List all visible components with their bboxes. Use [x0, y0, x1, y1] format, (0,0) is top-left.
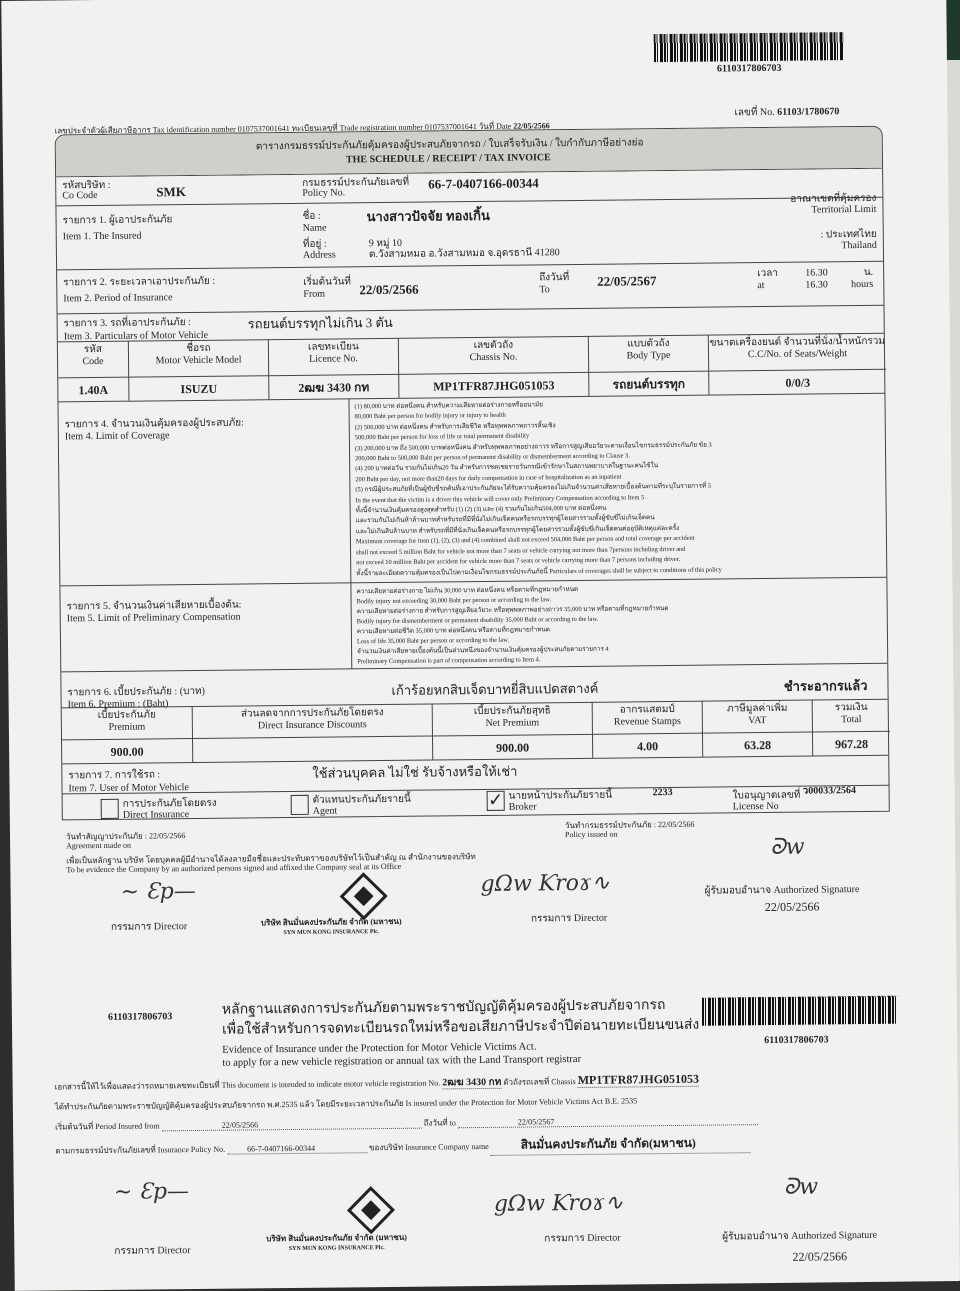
direct-label	[123, 798, 217, 821]
text-line: Bodily injury for dismemberment or permanent disability 35,000 Baht or according to the law.	[356, 615, 599, 626]
agent-en: Agent	[312, 805, 338, 817]
table-header-cell	[432, 702, 592, 736]
item1-th: รายการ 1. ผู้เอาประกันภัย	[62, 214, 173, 227]
country-en: Thailand	[841, 239, 877, 252]
table-header-cell	[708, 333, 886, 371]
table-value-cell: 967.28	[812, 731, 890, 756]
header-en: Net Premium	[485, 717, 540, 729]
chassis-number: MP1TFR87JHG051053	[577, 1071, 700, 1088]
item3-th: รายการ 3. รถที่เอาประกันภัย :	[63, 317, 191, 330]
director-signature: ~ Ɛp—	[120, 878, 196, 905]
text-line: (4) 200 บาทต่อวัน รวมกันไม่เกิน20 วัน สำหรับการชดเชยรายวันกรณีเข้ารักษาในสถานพยาบาลในฐานะคนไข้ใน	[355, 462, 659, 473]
text-line: จำนวนเงินค่าเสียหายเบื้องต้นนี้เป็นส่วนหนึ่งของจำนวนเงินคุ้มครองผู้ประสบภัยตามรายการ 4	[357, 645, 609, 656]
table-value-cell: 1.40A	[58, 377, 128, 402]
header-th: ภาษีมูลค่าเพิ่ม	[726, 702, 788, 715]
item3-en: Item 3. Particulars of Motor Vehicle	[63, 329, 209, 343]
preliminary-text	[356, 584, 669, 667]
tax-id: 0107537001641	[237, 123, 290, 134]
text-line: 500,000 Baht per person for loss of life or total permanent disability	[354, 432, 530, 442]
table-value-cell: 0/0/3	[708, 369, 886, 395]
time-unit	[851, 267, 873, 291]
vehicle-use: ใช้ส่วนบุคคล ไม่ใช่ รับจ้างหรือให้เช่า	[312, 763, 518, 781]
period-from-label: เริ่มต้นวันที่ Period Insured from	[55, 1121, 160, 1132]
coverage-text	[354, 398, 721, 579]
company-th-2: บริษัท สินมั่นคงประกันภัย จำกัด (มหาชน)	[266, 1232, 407, 1244]
divider	[348, 398, 352, 668]
text-line: Maximum coverage for item (1), (2), (3) and (4) combined shall not exceed 504,000 Baht per person and total coverage per accident	[355, 535, 695, 546]
company-logo	[340, 872, 388, 920]
header-en: Chassis No.	[469, 351, 518, 364]
header-th: เลขทะเบียน	[307, 341, 359, 353]
item4-th: รายการ 4. จำนวนเงินคุ้มครองผู้ประสบภัย:	[64, 417, 244, 431]
header-en: Premium	[108, 721, 146, 733]
period-line	[55, 1113, 758, 1133]
territorial-th: อาณาเขตที่คุ้มครอง	[790, 192, 877, 205]
text-line: 80,000 Baht per person for bodily injury or injury to health	[354, 412, 506, 421]
header-th: เบี้ยประกันภัยสุทธิ	[473, 705, 551, 718]
text-line: ทั้งนี้จำนวนเงินคุ้มครองสูงสุดสำหรับ (1) (2) (3) และ (4) รวมกันไม่เกิน504,000 บาท ต่อหนึ่งคน	[355, 504, 607, 515]
doc-number-label: เลขที่ No.	[734, 106, 775, 119]
license-number: ว00033/2564	[802, 785, 857, 797]
evidence-barcode	[702, 996, 898, 1026]
table-header-cell	[192, 704, 432, 739]
period-to-value: 22/05/2567	[458, 1115, 758, 1128]
agreement-label-en: Agreement made on	[66, 840, 132, 851]
header-en: VAT	[748, 715, 767, 727]
name-label-en: Name	[302, 222, 327, 234]
barcode-number: 6110317806703	[716, 62, 782, 75]
auth-block	[705, 882, 860, 916]
header-th: เลขตัวถัง	[473, 339, 514, 352]
broker-en: Broker	[508, 801, 537, 813]
header-en: Code	[82, 355, 104, 368]
table-header-cell	[812, 699, 890, 732]
item7-label	[68, 768, 189, 795]
ev-policy-label: ตามกรมธรรม์ประกันภัยเลขที่ Insurance Policy No.	[55, 1144, 226, 1156]
header-th: รหัส	[83, 343, 103, 356]
registration-line	[55, 1072, 700, 1095]
registration-number: 2ฒฆ 3430 กท	[442, 1076, 502, 1089]
item6-th: รายการ 6. เบี้ยประกันภัย : (บาท)	[67, 685, 206, 699]
policy-line	[55, 1133, 751, 1160]
director-label-3: กรรมการ Director	[114, 1245, 191, 1257]
item7-th: รายการ 7. การใช้รถ :	[68, 769, 161, 782]
stamp-paid: ชำระอากรแล้ว	[783, 677, 868, 694]
co-code-label	[62, 181, 110, 202]
auth-date: 22/05/2566	[764, 899, 820, 915]
auth-label: ผู้รับมอบอำนาจ Authorized Signature	[704, 884, 860, 897]
co-code: SMK	[156, 184, 186, 200]
text-line: not exceed 10 million Baht per accident for vehicle more than 7 seats or vehicle carrying more than 7 persons including driver.	[356, 555, 681, 567]
text-line: Preliminary Compensation is part of compensation according to Item 4.	[357, 656, 541, 666]
director2-signature: gΩw Ƙroɤ∿	[480, 870, 610, 898]
doc-number	[734, 104, 839, 120]
time-en: at	[757, 280, 765, 292]
date-label: วันที่ Date	[478, 121, 512, 131]
issued-date	[565, 820, 695, 839]
from-th: เริ่มต้นวันที่	[303, 276, 352, 288]
reg-label: เอกสารนี้ให้ไว้เพื่อแสดงว่ารถหมายเลขทะเบียนที่ This document is intended to indicate motor vehicle registration No.	[54, 1078, 441, 1092]
time-1: 16.30	[805, 267, 828, 279]
premium-in-words: เก้าร้อยหกสิบเจ็ดบาทยี่สิบแปดสตางค์	[391, 680, 599, 698]
from-label	[303, 276, 351, 300]
text-line: (2) 500,000 บาท ต่อหนึ่งคน สำหรับการเสียชีวิต หรือทุพพลภาพถาวรสิ้นเชิง	[354, 422, 556, 432]
agreement-date	[66, 831, 186, 850]
header-th: ส่วนลดจากการประกันภัยโดยตรง	[240, 707, 384, 720]
barcode	[654, 32, 844, 62]
header-thai: ตารางกรมธรรม์ประกันภัยคุ้มครองผู้ประสบภัยจากรถ / ใบเสร็จรับเงิน / ใบกำกับภาษีอย่างย่อ	[255, 137, 644, 153]
broker-label	[509, 790, 613, 813]
time-2: 16.30	[805, 279, 828, 291]
address-label-th: ที่อยู่ :	[302, 238, 327, 250]
company-logo-2	[347, 1186, 395, 1234]
evidence-barcode-number: 6110317806703	[764, 1034, 829, 1047]
period-from: 22/05/2566	[359, 281, 419, 298]
period-from-value: 22/05/2566	[162, 1119, 422, 1132]
broker-th: นายหน้าประกันภัยรายนี้	[508, 789, 613, 802]
co-code-label-th: รหัสบริษัท :	[62, 179, 111, 192]
text-line: (1) 80,000 บาท ต่อหนึ่งคน สำหรับความเสียหายต่อร่างกายหรืออนามัย	[354, 401, 543, 411]
table-value-cell: 2ฒฆ 3430 กท	[268, 374, 398, 399]
policy-number: 66-7-0407166-00344	[428, 175, 539, 192]
license-en: License No	[732, 800, 779, 813]
header-th: แบบตัวถัง	[627, 338, 670, 350]
item4-label	[65, 417, 244, 443]
auth-date-2: 22/05/2566	[792, 1249, 848, 1264]
ev-policy-number: 66-7-0407166-00344	[227, 1143, 367, 1154]
unit-th: น.	[863, 266, 874, 278]
country	[820, 229, 876, 252]
period-to-label: ถึงวันที่ to	[423, 1118, 456, 1128]
item2-th: รายการ 2. ระยะเวลาเอาประกันภัย :	[63, 275, 216, 289]
evidence-en: To be evidence the Company by an authorized persons signed and affixed the Company seal at its Office	[66, 861, 402, 875]
to-en: To	[539, 284, 550, 296]
evidence-en-2: to apply for a new vehicle registration or annual tax with the Land Transport registrar	[222, 1053, 582, 1069]
address-label	[303, 238, 336, 260]
policy-label-en: Policy No.	[302, 187, 346, 199]
table-header-cell	[702, 700, 812, 733]
insurance-document	[1, 0, 959, 1291]
header-th: ชื่อรถ	[186, 342, 211, 355]
item6-en: Item 6. Premium : (Baht)	[67, 698, 169, 711]
broker-number: 2233	[652, 786, 673, 799]
item5-th: รายการ 5. จำนวนเงินค่าเสียหายเบื้องต้น:	[66, 599, 242, 613]
item5-label	[67, 600, 242, 626]
company-en-2: SYN MUN KONG INSURANCE Plc.	[288, 1245, 385, 1253]
direct-th: การประกันภัยโดยตรง	[122, 797, 217, 810]
territorial-limit	[790, 193, 876, 216]
text-line: In the event that the victim is a driver this vehicle will cover only Preliminary Compensation according to Item 5	[355, 493, 645, 504]
evidence-en-1: Evidence of Insurance under the Protection for Motor Vehicle Victims Act.	[222, 1041, 537, 1056]
item2-en: Item 2. Period of Insurance	[63, 292, 173, 305]
time-values	[805, 267, 828, 291]
vehicle-description: รถยนต์บรรทุกไม่เกิน 3 ตัน	[247, 314, 393, 332]
director-label-2: กรรมการ Director	[530, 912, 608, 925]
header-th: รวมเงิน	[834, 701, 868, 714]
ev-company-name: สินมั่นคงประกันภัย จำกัด(มหาชน)	[491, 1133, 751, 1156]
license-label	[733, 790, 801, 813]
authorized-signature-2: ᘐw	[783, 1174, 819, 1200]
policy-label-th: กรมธรรม์ประกันภัยเลขที่	[302, 176, 410, 189]
auth-block-2	[722, 1226, 877, 1268]
header-en: Revenue Stamps	[613, 715, 681, 728]
header-en: THE SCHEDULE / RECEIPT / TAX INVOICE	[345, 152, 551, 166]
territorial-en: Territorial Limit	[811, 203, 877, 216]
item2-label	[63, 274, 215, 308]
evidence-title-1: หลักฐานแสดงการประกันภัยตามพระราชบัญญัติคุ้มครองผู้ประสบภัยจากรถ	[221, 998, 666, 1018]
direct-checkbox[interactable]	[101, 799, 119, 819]
direct-en: Direct Insurance	[122, 809, 190, 821]
table-value-cell: 900.00	[62, 738, 192, 763]
company-th: บริษัท สินมั่นคงประกันภัย จำกัด (มหาชน)	[260, 916, 402, 928]
text-line: Loss of life 35,000 Baht per person or according to the law.	[356, 636, 510, 646]
text-line: (3) 200,000 บาท ถึง 500,000 บาทต่อหนึ่งคน สำหรับทุพพลภาพอย่างถาวร หรือการสูญเสียอวัยวะตามเงื่อนไขกรมธรรม์ประกันภัย ข้อ 3	[354, 441, 712, 452]
text-line: 200,000 Baht to 500,000 Baht per person of permanent disability or dismemberment according to Clause 3.	[355, 452, 630, 463]
evidence-subtitle	[222, 1040, 581, 1070]
table-header-cell	[592, 701, 702, 734]
agreement-date-value: 22/05/2566	[148, 831, 186, 841]
doc-number-value: 61103/1780670	[777, 106, 840, 118]
item1-label	[62, 212, 172, 245]
text-line: shall not exceed 5 million Baht for vehicle not more than 7 seats or vehicle carrying not more than 7persons including driver and	[356, 545, 686, 556]
table-header-cell	[588, 335, 708, 372]
text-line: และไม่เกินสิบล้านบาท สำหรับรถที่มีที่นั่งเกินเจ็ดคนหรือรถบรรทุกผู้โดยสารรวมทั้งผู้ขับขี่เกินเจ็ดคนต่ออุบัติเหตุแต่ละครั้ง	[355, 524, 680, 536]
table-value-cell: 900.00	[432, 734, 592, 760]
country-th: : ประเทศไทย	[820, 228, 877, 241]
agent-label	[313, 794, 411, 817]
broker-checkbox[interactable]: ✓	[488, 789, 504, 810]
policy-label	[302, 178, 409, 199]
table-header-cell	[268, 338, 398, 375]
header-en: Direct Insurance Discounts	[257, 719, 367, 732]
director-signature-2: ~ Ɛp—	[113, 1179, 190, 1205]
period-to: 22/05/2567	[597, 273, 657, 289]
issued-date-value: 22/05/2566	[657, 819, 695, 830]
company-name-2	[266, 1233, 407, 1254]
header-th: อากรแสตมป์	[619, 703, 675, 716]
evidence-title	[222, 996, 700, 1041]
item5-en: Item 5. Limit of Preliminary Compensation	[66, 611, 241, 625]
address-label-en: Address	[302, 249, 336, 261]
table-value-cell: ISUZU	[128, 375, 268, 400]
address-line2: ต.วังสามหมอ อ.วังสามหมอ จ.อุดรธานี 41280	[368, 247, 560, 261]
agreement-label-th: วันทำสัญญาประกันภัย :	[65, 831, 147, 842]
from-en: From	[303, 288, 326, 300]
name-label	[302, 211, 326, 235]
text-line: และรวมกันไม่เกินห้าล้านบาทสำหรับรถที่มีที่นั่งไม่เกินเจ็ดคนหรือรถบรรทุกผู้โดยสารรวมทั้งผู้ขับขี่ไม่เกินเจ็ดคน	[355, 514, 655, 525]
text-line: 200 Baht per day, not more than20 days for daily compensation in case of hospitalization as an inpatient	[355, 473, 622, 484]
table-header-cell	[62, 706, 192, 739]
address	[369, 236, 560, 260]
table-header-cell	[58, 341, 128, 378]
to-label	[539, 272, 569, 296]
text-line: ความเสียหายต่อร่างกาย ไม่เกิน 30,000 บาท ต่อหนึ่งคน หรือตามที่กฎหมายกำหนด	[356, 585, 579, 596]
tax-id-label: เลขประจำตัวผู้เสียภาษีอากร Tax identification number	[54, 124, 236, 136]
director-label-4: กรรมการ Director	[544, 1232, 621, 1245]
evidence-number: 6110317806703	[107, 1011, 173, 1023]
director-label: กรรมการ Director	[110, 921, 188, 933]
company-name	[261, 917, 402, 938]
evidence-statement	[66, 852, 476, 874]
agent-th: ตัวแทนประกันภัยรายนี้	[312, 793, 411, 806]
text-line: (5) กรณีผู้ประสบภัยที่เป็นผู้ขับขี่รถคันที่เอาประกันภัยจะได้รับความคุ้มครองไม่เกินจำนวนค่าเสียหายเบื้องต้นตามที่ระบุในรายการที่ 5	[355, 482, 712, 494]
header-en: Total	[841, 714, 862, 726]
act-line: ได้ทำประกันภัยตามพระราชบัญญัติคุ้มครองผู้ประสบภัยจากรถ พ.ศ.2535 แล้ว โดยมีระยะเวลาประกันภัย Is insured under the Protection for Motor Vehicle Victims Act B.E. 2535	[54, 1096, 638, 1112]
issued-label-th: วันทำกรมธรรม์ประกันภัย :	[564, 820, 657, 831]
divider	[58, 305, 884, 315]
trade-reg-label: ทะเบียนเลขที่ Trade registration number	[291, 122, 423, 133]
evidence-title-2: เพื่อใช้สำหรับการจดทะเบียนรถใหม่หรือขอเสียภาษีประจำปีต่อนายทะเบียนขนส่ง	[221, 1017, 700, 1038]
trade-reg: 0107537001641	[424, 122, 477, 132]
co-code-label-en: Co Code	[62, 189, 98, 202]
header-en: Licence No.	[309, 353, 359, 365]
item7-en: Item 7. User of Motor Vehicle	[68, 782, 189, 795]
date: 22/05/2566	[513, 121, 550, 131]
schedule-form	[55, 123, 890, 821]
text-line: ความเสียหายต่อร่างกาย สำหรับการสูญเสียอวัยวะ หรือทุพพลภาพอย่างถาวร 35,000 บาท หรือตามที่กฎหมายกำหนด	[356, 605, 669, 616]
authorized-signature: ᘐw	[770, 834, 805, 860]
header-th: เบี้ยประกันภัย	[97, 709, 156, 722]
insured-name: นางสาวปัจจัย ทองเกิ้น	[366, 207, 490, 225]
evidence-th: เพื่อเป็นหลักฐาน บริษัท โดยบุคคลผู้มีอำนาจได้ลงลายมือชื่อและประทับตราของบริษัทไว้เป็นสำคัญ ณ สำนักงานของบริษัท	[66, 852, 476, 866]
time-th: เวลา	[757, 267, 779, 280]
agent-checkbox[interactable]	[291, 795, 309, 815]
table-value-cell: 4.00	[592, 733, 702, 758]
to-th: ถึงวันที่	[539, 272, 570, 284]
auth-label-2: ผู้รับมอบอำนาจ Authorized Signature	[722, 1229, 878, 1243]
director2-signature-2: gΩw Ƙroɤ∿	[493, 1190, 624, 1217]
time-label	[757, 268, 778, 292]
header-en: Motor Vehicle Model	[155, 354, 242, 367]
item4-en: Item 4. Limit of Coverage	[64, 430, 170, 443]
text-line: Bodily injury not exceeding 30,000 Baht per person or according to the law.	[356, 596, 552, 606]
text-line: ทั้งนี้รายละเอียดความคุ้มครองเป็นไปตามเงื่อนไขกรมธรรม์ประกันภัยนี้ Particulars of coverages shall be subject to conditions of this policy	[356, 565, 722, 577]
license-th: ใบอนุญาตเลขที่	[732, 789, 801, 802]
table-header-cell	[128, 339, 268, 376]
company-en: SYN MUN KONG INSURANCE Plc.	[283, 929, 380, 937]
chassis-label: ตัวถังรถเลขที่ Chassis	[503, 1077, 576, 1087]
header-en: Body Type	[626, 349, 671, 362]
issued-label-en: Policy issued on	[564, 829, 618, 840]
ev-company-label: ของบริษัท Insurance Company name	[369, 1141, 489, 1153]
table-value-cell: MP1TFR87JHG051053	[398, 372, 588, 398]
table-value-cell: 63.28	[702, 732, 812, 757]
divider	[60, 577, 886, 587]
address-line1: 9 หมู่ 10	[368, 237, 403, 250]
unit-en: hours	[850, 278, 874, 291]
table-value-cell: รถยนต์บรรทุก	[588, 371, 708, 396]
table-value-cell	[192, 736, 432, 763]
header-en: C.C/No. of Seats/Weight	[747, 348, 848, 361]
text-line: ความเสียหายต่อชีวิต 35,000 บาท ต่อหนึ่งคน หรือตามที่กฎหมายกำหนด	[356, 626, 550, 636]
table-header-cell	[398, 336, 588, 374]
item1-en: Item 1. The Insured	[62, 230, 142, 243]
header-th: ขนาดเครื่องยนต์ จำนวนที่นั่ง/น้ำหนักรวม	[709, 335, 886, 349]
name-label-th: ชื่อ :	[302, 210, 321, 222]
